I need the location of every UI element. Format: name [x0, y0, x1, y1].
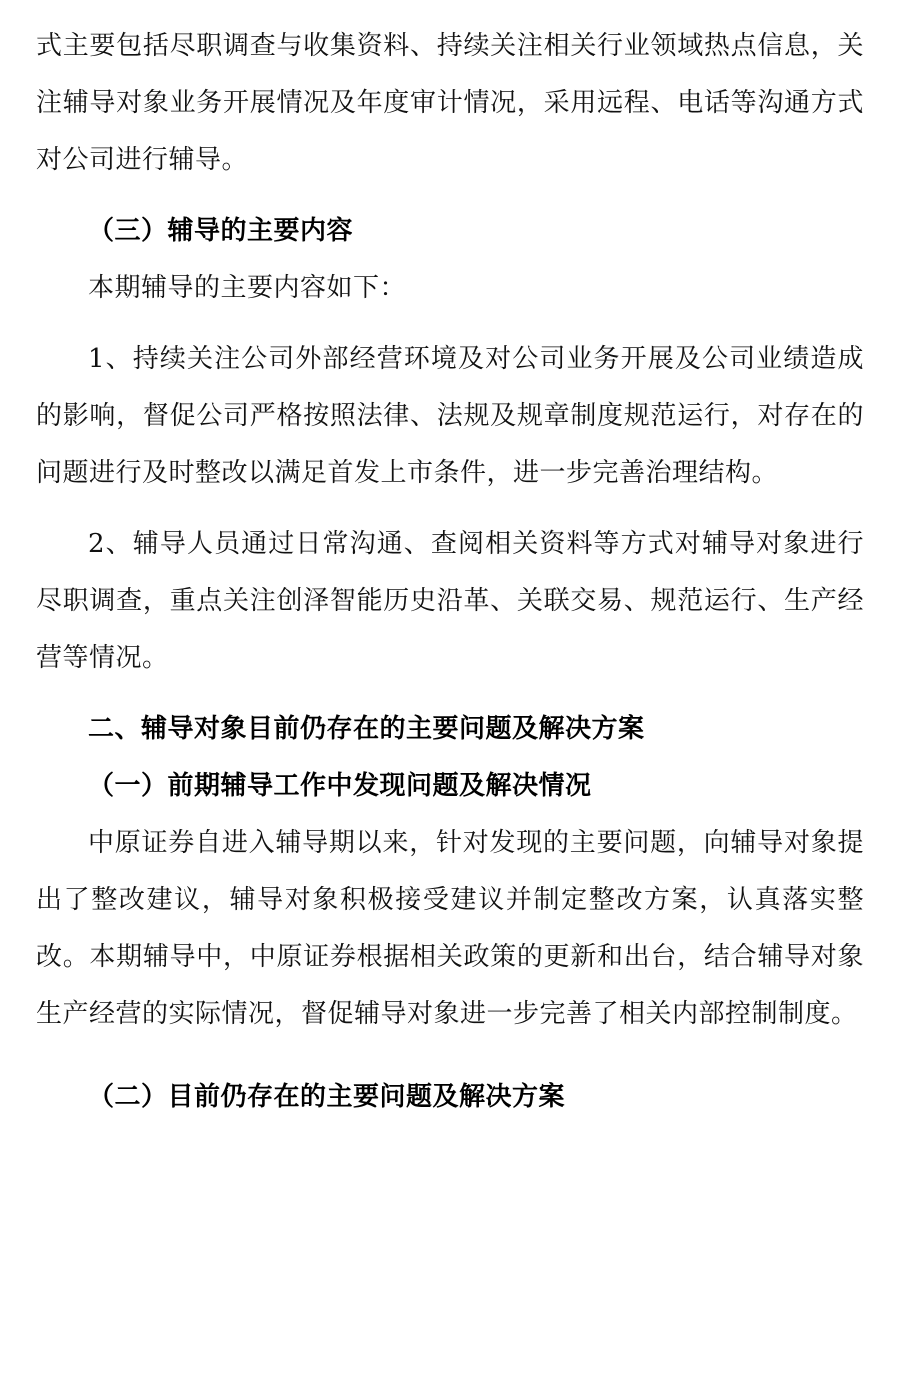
section-heading-main-issues: 二、辅导对象目前仍存在的主要问题及解决方案 [88, 714, 645, 744]
list-item-1: 1、持续关注公司外部经营环境及对公司业务开展及公司业绩造成的影响，督促公司严格按照法律、法规及规章制度规范运行，对存在的问题进行及时整改以满足首发上市条件，进一步完善治理结构。 [36, 344, 864, 488]
spacer [36, 502, 864, 516]
section-heading-guidance-content: （三）辅导的主要内容 [88, 216, 354, 246]
spacer [36, 189, 864, 203]
paragraph-continuation: 式主要包括尽职调查与收集资料、持续关注相关行业领域热点信息，关注辅导对象业务开展情况及年度审计情况，采用远程、电话等沟通方式对公司进行辅导。 [36, 31, 864, 175]
list-item-2: 2、辅导人员通过日常沟通、查阅相关资料等方式对辅导对象进行尽职调查，重点关注创泽智能历史沿革、关联交易、规范运行、生产经营等情况。 [36, 529, 864, 673]
section-heading-prior-issues: （一）前期辅导工作中发现问题及解决情况 [88, 771, 592, 801]
spacer [36, 1043, 864, 1069]
paragraph-prior-issues-body: 中原证券自进入辅导期以来，针对发现的主要问题，向辅导对象提出了整改建议，辅导对象积极接受建议并制定整改方案，认真落实整改。本期辅导中，中原证券根据相关政策的更新和出台，结合辅导对象生产经营的实际情况，督促辅导对象进一步完善了相关内部控制制度。 [36, 828, 864, 1029]
paragraph-intro: 本期辅导的主要内容如下： [88, 273, 407, 303]
spacer [36, 317, 864, 331]
spacer [36, 687, 864, 701]
section-heading-current-issues: （二）目前仍存在的主要问题及解决方案 [88, 1082, 566, 1112]
